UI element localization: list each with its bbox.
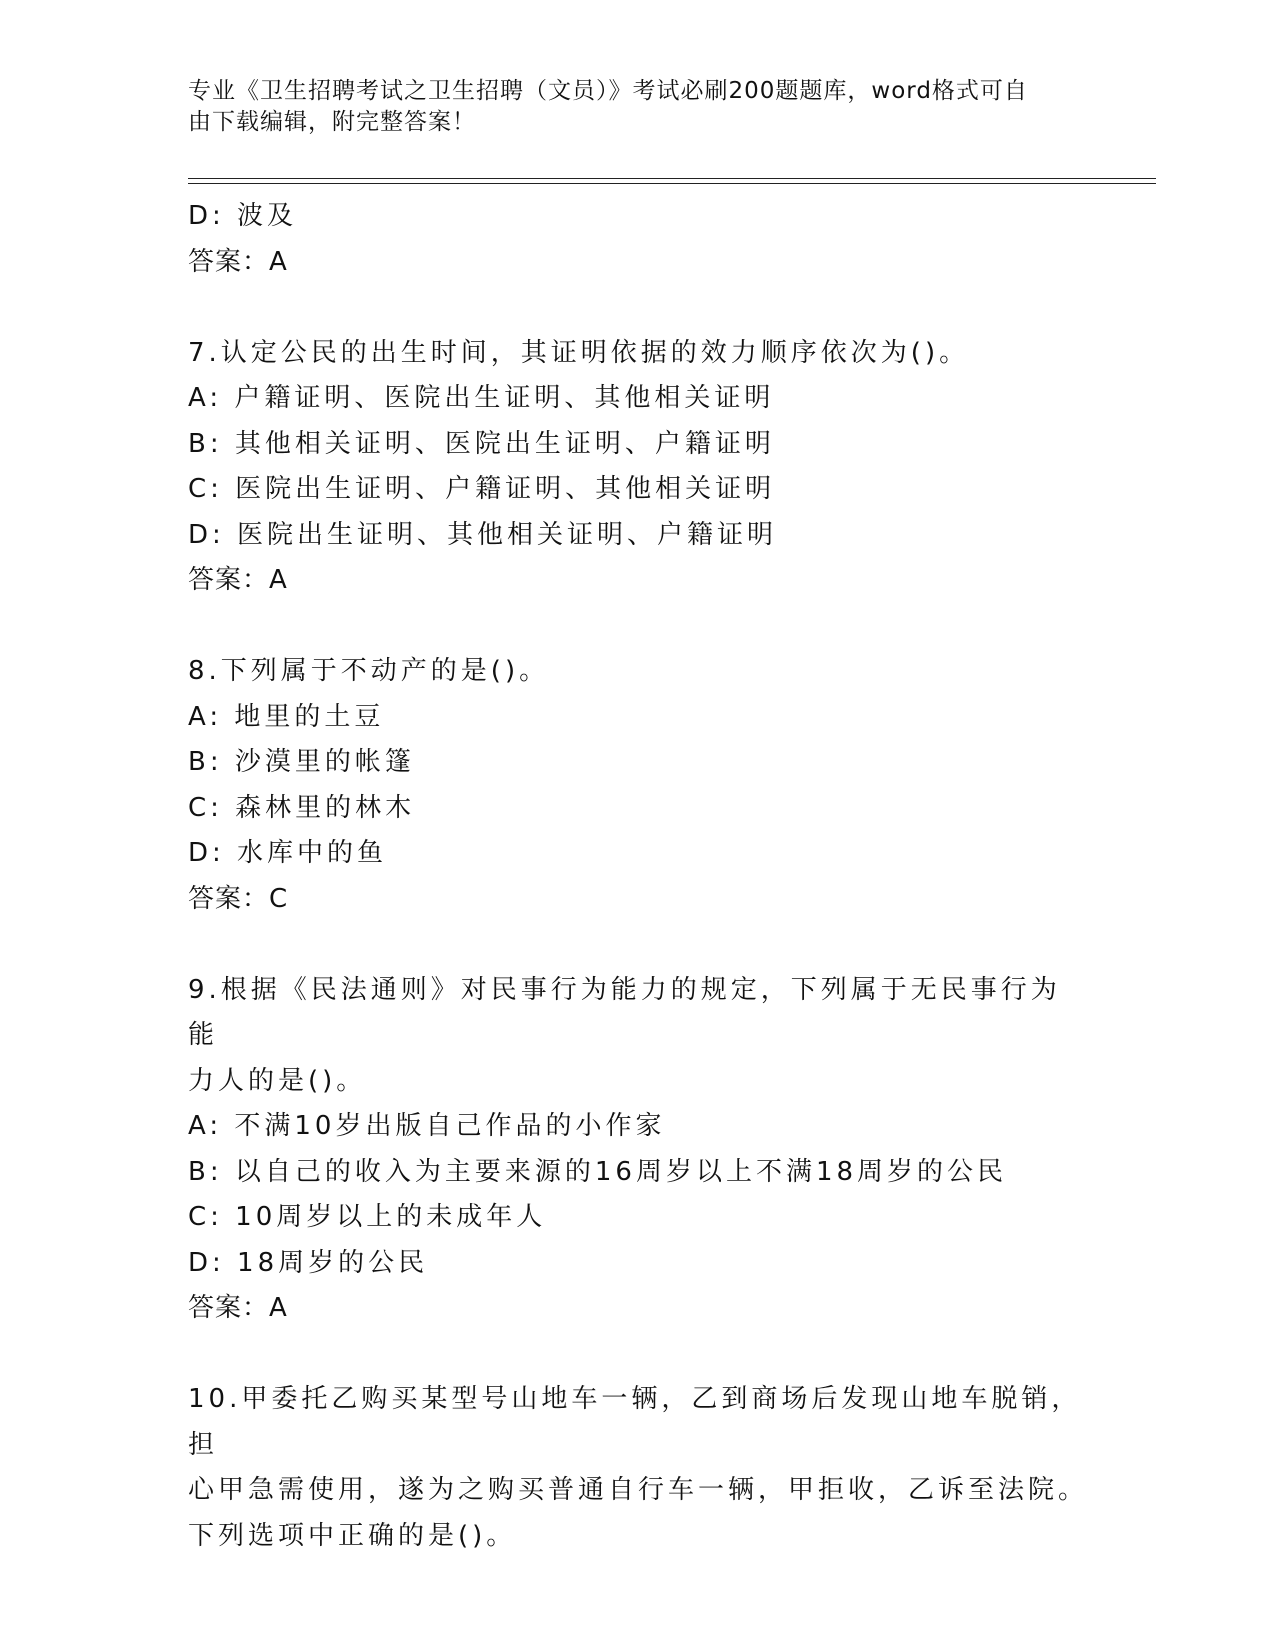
answer-line: 答案：A xyxy=(188,1293,288,1323)
option-c: C: 森林里的林木 xyxy=(188,792,416,823)
option-d: D: 波及 xyxy=(188,201,298,231)
option-b: B: 其他相关证明、医院出生证明、户籍证明 xyxy=(188,428,775,459)
question-stem-line-1: 10.甲委托乙购买某型号山地车一辆，乙到商场后发现山地车脱销，担 xyxy=(188,1384,1082,1460)
spacer xyxy=(188,922,1088,968)
previous-question-tail xyxy=(188,194,1088,285)
answer-line: 答案：A xyxy=(188,565,288,595)
option-b: B: 沙漠里的帐篷 xyxy=(188,747,415,777)
question-list xyxy=(188,194,1088,1559)
question-stem-line-2: 力人的是()。 xyxy=(188,1065,367,1096)
question-stem-line-1: 9.根据《民法通则》对民事行为能力的规定，下列属于无民事行为能 xyxy=(188,974,1061,1050)
question-stem-line-3: 下列选项中正确的是()。 xyxy=(188,1520,517,1551)
header-divider-bottom xyxy=(188,183,1156,184)
option-b: B: 以自己的收入为主要来源的16周岁以上不满18周岁的公民 xyxy=(188,1156,1008,1187)
option-d: D: 18周岁的公民 xyxy=(188,1247,429,1278)
option-c: C: 医院出生证明、户籍证明、其他相关证明 xyxy=(188,474,776,504)
answer-line: 答案：A xyxy=(188,246,288,277)
question-stem: 8.下列属于不动产的是()。 xyxy=(188,656,550,686)
question-stem: 7.认定公民的出生时间，其证明依据的效力顺序依次为()。 xyxy=(188,337,970,368)
question-8 xyxy=(188,649,1088,922)
document-header xyxy=(188,76,1068,138)
answer-line: 答案：C xyxy=(188,883,289,914)
option-d: D: 医院出生证明、其他相关证明、户籍证明 xyxy=(188,519,778,550)
header-title-line-2: 由下载编辑，附完整答案！ xyxy=(188,109,476,135)
option-c: C: 10周岁以上的未成年人 xyxy=(188,1202,547,1232)
question-stem-line-2: 心甲急需使用，遂为之购买普通自行车一辆，甲拒收，乙诉至法院。 xyxy=(188,1475,1089,1505)
question-10 xyxy=(188,1377,1088,1559)
spacer xyxy=(188,1332,1088,1378)
option-a: A: 户籍证明、医院出生证明、其他相关证明 xyxy=(188,383,775,413)
option-d: D: 水库中的鱼 xyxy=(188,838,388,868)
header-title-line-1: 专业《卫生招聘考试之卫生招聘（文员）》考试必刷200题题库，word格式可自 xyxy=(188,78,1028,104)
header-divider-top xyxy=(188,178,1156,179)
question-7 xyxy=(188,331,1088,604)
spacer xyxy=(188,604,1088,650)
option-a: A: 地里的土豆 xyxy=(188,701,385,732)
question-9 xyxy=(188,968,1088,1332)
spacer xyxy=(188,285,1088,331)
option-a: A: 不满10岁出版自己作品的小作家 xyxy=(188,1111,666,1141)
